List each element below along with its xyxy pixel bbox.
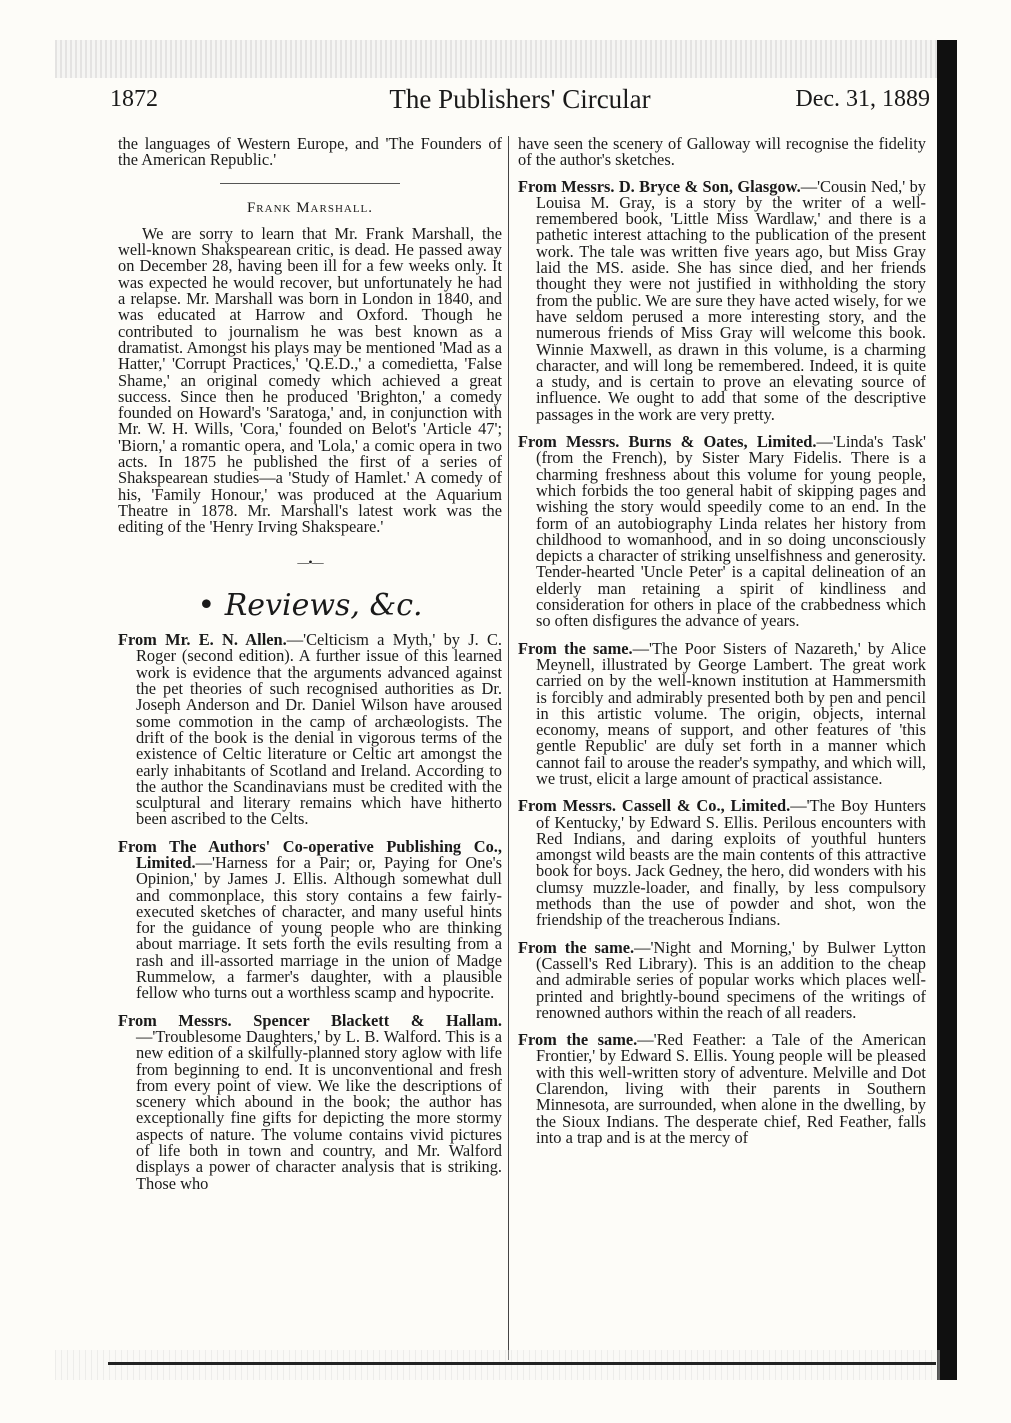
review-text: —'Night and Morning,' by Bulwer Lytton (Cassell's Red Library). This is an addition to the cheap and admirable series of popular works which places well-printed and brightly-bound specimens of the writings of renowned authors within the reach of all readers. [536,937,927,1022]
review-text: —'Celticism a Myth,' by J. C. Roger (second edition). A further issue of this learned work is evidence that the arguments advanced against the pet theories of such recognised authorities as Dr. Joseph Anderson and Dr. Daniel Wilson have aroused some commotion in the camp of archæologists. The drift of the book is the denial in vigorous terms of the existence of Celtic literature or Celtic art amongst the early inhabitants of Scotland and Ireland. According to the author the Scandinavians must be credited with the sculptural and literary remains which have hitherto been ascribed to the Celts. [136,630,502,829]
publication-title: The Publishers' Circular [389,84,651,114]
review-entry [518,1032,926,1146]
ornament-divider: —•— [297,554,323,569]
continued-text: the languages of Western Europe, and 'The Founders of the American Republic.' [118,134,502,170]
review-text: —'Troublesome Daughters,' by L. B. Walford. This is a new edition of a skilfully-planned story aglow with life from beginning to end. It is unconventional and fresh from every point of view. We like the descriptions of scenery which abound in the book; the author has exceptionally fine gifts for depicting the more stormy aspects of nature. The volume contains vivid pictures of life both in town and country, and Mr. Walford displays a power of character analysis that is striking. Those who [136,1026,502,1193]
review-source: From the same. [518,937,635,957]
continued-text: have seen the scenery of Galloway will recognise the fidelity of the author's sketches. [518,134,926,170]
scan-texture-top [55,40,940,78]
review-entry [118,632,502,828]
review-entry [518,937,927,1022]
left-column [118,136,502,1203]
review-entry [518,798,926,928]
review-entry [118,1010,502,1193]
review-entry [518,434,926,630]
review-source: From Messrs. Burns & Oates, Limited. [518,432,817,452]
column-divider [508,136,509,1360]
bottom-rule [108,1362,936,1365]
reviews-heading: • Reviews, &c. [197,587,423,623]
review-text: —'Linda's Task' (from the French), by Sister Mary Fidelis. There is a charming freshness about this volume for young people, which forbids the too general habit of skipping pages and wishing the story would speedily come to an end. In the form of an autobiography Linda relates her history from childhood to womanhood, and in so doing unconsciously depicts a character of striking unselfishness and generosity. Tender-hearted 'Uncle Peter' is a capital delineation of an elderly man retaining a spirit of kindliness and consideration for others in place of the crabbedness which so often disfigures the advance of years. [536,432,926,631]
right-column [518,136,926,1157]
review-entry [518,176,926,424]
page-header [110,84,930,116]
review-source: From The Authors' Co-operative Publishing Co., Limited. [118,836,502,872]
review-entry [518,638,927,788]
review-source: From Messrs. D. Bryce & Son, Glasgow. [518,176,801,196]
obituary-heading: Frank Marshall. [246,199,374,216]
review-source: From Messrs. Spencer Blackett & Hallam. [118,1010,502,1030]
review-source: From the same. [518,1030,638,1050]
obituary-text: We are sorry to learn that Mr. Frank Marshall, the well-known Shakspearean critic, is dead. He passed away on December 28, having been ill for a few weeks only. It was expected he would recover, but unfortunately he had a relapse. Mr. Marshall was born in London in 1840, and was educated at Harrow and Oxford. Though he contributed to journalism he was best known as a dramatist. Amongst his plays may be mentioned 'Mad as a Hatter,' 'Corrupt Practices,' 'Q.E.D.,' a comedietta, 'False Shame,' an original comedy which achieved a great success. Since then he produced 'Brighton,' a comedy founded on Howard's 'Saratoga,' and, in conjunction with Mr. W. H. Wills, 'Cora,' founded on Belot's 'Article 47'; 'Biorn,' a romantic opera, and 'Lola,' a comic opera in two acts. In 1875 he published the first of a series of Shakspearean studies—a 'Study of Hamlet.' A comedy of his, 'Family Honour,' was produced at the Aquarium Theatre in 1878. Mr. Marshall's latest work was the editing of the 'Henry Irving Shakspeare.' [118,223,502,537]
review-text: —'Harness for a Pair; or, Paying for One's Opinion,' by James J. Ellis. Although somewhat dull and commonplace, this story contains a few fairly-executed sketches of character, and many useful hints for the guidance of young people who are thinking about marriage. It sets forth the evils resulting from a rash and ill-assorted marriage in the union of Madge Rummelow, a farmer's daughter, with a plausible fellow who turns out a worthless scamp and hypocrite. [136,852,502,1003]
page-number: 1872 [110,86,158,112]
review-text: —'Red Feather: a Tale of the American Frontier,' by Edward S. Ellis. Young people will be pleased with this well-written story of adventure. Melville and Dot Clarendon, living with their parents in Southern Minnesota, are surrounded, when alone in the dwelling, by the Sioux Indians. The desperate chief, Red Feather, falls into a trap and is at the mercy of [536,1030,927,1147]
scan-edge-bar [937,40,957,1380]
section-rule [220,183,400,184]
issue-date: Dec. 31, 1889 [795,86,930,112]
review-entry [118,836,502,1003]
review-source: From Mr. E. N. Allen. [118,630,287,650]
review-source: From the same. [518,638,633,658]
review-text: —'The Boy Hunters of Kentucky,' by Edward S. Ellis. Perilous encounters with Red Indians, and daring exploits of youthful hunters amongst wild beasts are the main contents of this attractive book for boys. Jack Gedney, the hero, did wonders with his clumsy muzzle-loader, and finally, by less compulsory methods than the use of powder and shot, won the friendship of the treacherous Indians. [536,796,926,930]
scan-texture-bottom [55,1350,940,1380]
review-source: From Messrs. Cassell & Co., Limited. [518,796,791,816]
review-text: —'The Poor Sisters of Nazareth,' by Alice Meynell, illustrated by George Lambert. The great work carried on by the well-known institution at Hammersmith is forcibly and admirably presented both by pen and pencil in this artistic volume. The origin, objects, internal economy, means of support, and other features of 'this gentle Republic' are duly set forth in a manner which cannot fail to arouse the reader's sympathy, and which will, we trust, elicit a large amount of practical assistance. [536,638,927,788]
review-text: —'Cousin Ned,' by Louisa M. Gray, is a story by the writer of a well-remembered book, 'Little Miss Wardlaw,' and there is a pathetic interest attaching to the publication of the present work. The tale was written five years ago, but Miss Gray laid the MS. aside. She has since died, and her friends thought they were not justified in withholding the story from the public. We are sure they have acted wisely, for we have seldom perused a more interesting story, and the numerous friends of Miss Gray will welcome this book. Winnie Maxwell, as drawn in this volume, is a charming character, and will long be remembered. Indeed, it is quite a study, and is certain to prove an elevating source of influence. We ought to add that some of the descriptive passages in the work are very pretty. [536,176,926,424]
